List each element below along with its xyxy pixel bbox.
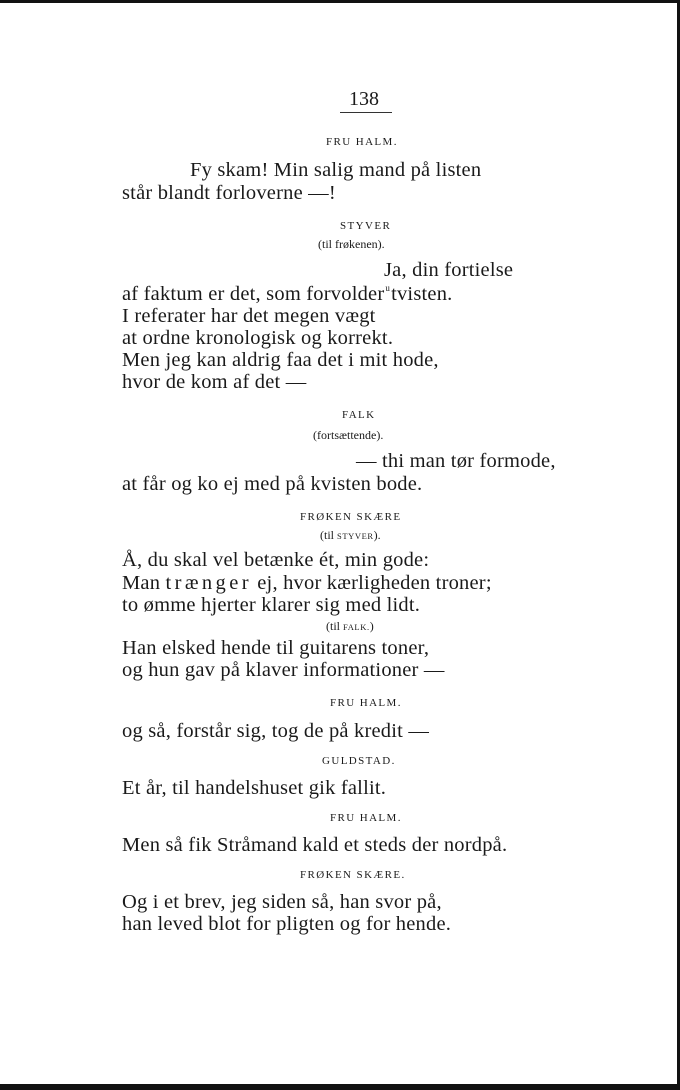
top-border	[0, 0, 680, 3]
correction-mark: u	[385, 283, 391, 293]
verse-line: står blandt forloverne —!	[122, 182, 336, 204]
verse-line: og hun gav på klaver informationer —	[122, 659, 445, 681]
speaker-falk: FALK	[342, 409, 376, 421]
verse-line: at får og ko ej med på kvisten bode.	[122, 473, 423, 495]
verse-emphasis: trænger	[165, 572, 252, 594]
stage-name: FALK.	[343, 622, 370, 632]
verse-line: han leved blot for pligten og for hende.	[122, 913, 452, 935]
stage-direction: (til frøkenen).	[318, 237, 385, 251]
verse-line: at ordne kronologisk og korrekt.	[122, 327, 394, 349]
stage-text: )	[369, 619, 374, 633]
verse-line: I referater har det megen vægt	[122, 305, 376, 327]
page-number: 138	[349, 88, 379, 110]
stage-direction	[326, 619, 374, 634]
verse-text: Man	[122, 572, 166, 594]
page-number-underline	[340, 112, 392, 113]
verse-line: to ømme hjerter klarer sig med lidt.	[122, 594, 421, 616]
verse-text: ej, hvor kærligheden troner;	[251, 572, 492, 594]
speaker-guldstad: GULDSTAD.	[322, 755, 396, 767]
verse-text: tvisten.	[391, 283, 453, 305]
stage-text: (til	[326, 619, 343, 633]
verse-line: Ja, din fortielse	[384, 259, 514, 281]
speaker-froken-skaere: FRØKEN SKÆRE	[300, 511, 402, 523]
speaker-fru-halm: FRU HALM.	[330, 697, 402, 709]
verse-line: Han elsked hende til guitarens toner,	[122, 637, 430, 659]
stage-direction: (fortsættende).	[313, 428, 384, 442]
verse-line	[122, 572, 492, 595]
stage-direction	[320, 528, 381, 543]
stage-text: (til	[320, 528, 337, 542]
speaker-fru-halm: FRU HALM.	[330, 812, 402, 824]
verse-line: Men jeg kan aldrig faa det i mit hode,	[122, 349, 439, 371]
verse-line	[122, 283, 452, 306]
verse-line: Å, du skal vel betænke ét, min gode:	[122, 549, 430, 571]
speaker-fru-halm: FRU HALM.	[326, 136, 398, 148]
speaker-froken-skaere: FRØKEN SKÆRE.	[300, 869, 406, 881]
verse-text: af faktum er det, som forvolder	[122, 283, 385, 305]
bottom-border	[0, 1084, 680, 1090]
verse-line: Men så fik Stråmand kald et steds der nordpå.	[122, 834, 508, 856]
verse-line: Et år, til handelshuset gik fallit.	[122, 777, 387, 799]
verse-line: — thi man tør formode,	[356, 450, 556, 472]
verse-line: og så, forstår sig, tog de på kredit —	[122, 720, 430, 742]
verse-line: Fy skam! Min salig mand på listen	[190, 159, 482, 181]
speaker-styver: STYVER	[340, 220, 392, 232]
verse-line: Og i et brev, jeg siden så, han svor på,	[122, 891, 442, 913]
verse-line: hvor de kom af det —	[122, 371, 307, 393]
stage-text: ).	[373, 528, 381, 542]
stage-name: STYVER	[337, 531, 374, 541]
